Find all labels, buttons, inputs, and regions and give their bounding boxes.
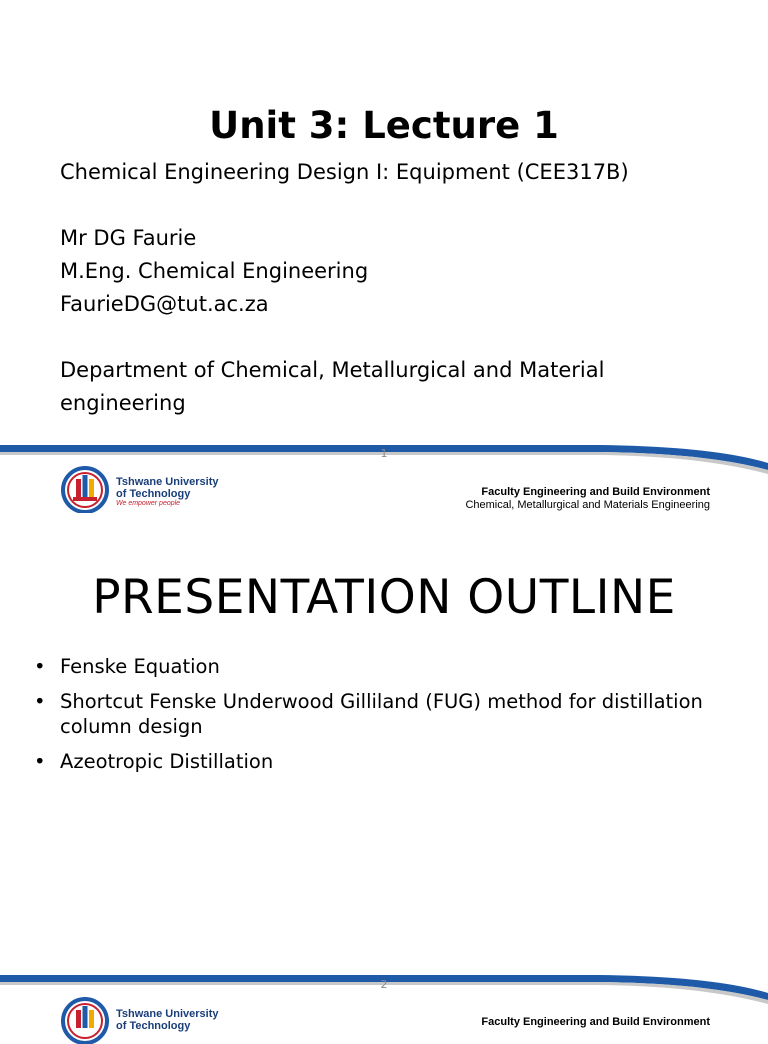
university-name [116, 476, 219, 507]
outline-title: PRESENTATION OUTLINE [92, 570, 676, 625]
university-name [116, 1008, 219, 1032]
slide-title: Unit 3: Lecture 1 [209, 104, 559, 147]
bullet-icon: • [34, 690, 46, 713]
department-line-1: Department of Chemical, Metallurgical and Material [60, 358, 605, 382]
faculty-title: Faculty Engineering and Build Environment [481, 1016, 710, 1028]
bullet-icon: • [34, 750, 46, 773]
outline-item-text: Shortcut Fenske Underwood Gilliland (FUG) method for distillation column design [60, 690, 703, 738]
page-number: 2 [380, 978, 388, 991]
outline-item [34, 749, 724, 774]
lecturer-name: Mr DG Faurie [60, 226, 197, 250]
university-name-line-2: of Technology [116, 488, 191, 500]
slide1-body [60, 156, 629, 420]
course-name: Chemical Engineering Design I: Equipment (CEE317B) [60, 160, 629, 184]
university-name-line-1: Tshwane University [116, 1008, 219, 1020]
department-line-2: engineering [60, 391, 186, 415]
faculty-subtitle: Chemical, Metallurgical and Materials Engineering [465, 499, 710, 511]
outline-item [34, 654, 724, 679]
page-number: 1 [380, 447, 388, 460]
university-name-line-1: Tshwane University [116, 476, 219, 488]
outline-item [34, 689, 724, 739]
bullet-icon: • [34, 655, 46, 678]
faculty-title: Faculty Engineering and Build Environment [481, 486, 710, 498]
university-logo-icon [60, 996, 110, 1044]
lecturer-email: FaurieDG@tut.ac.za [60, 292, 269, 316]
university-name-line-2: of Technology [116, 1020, 191, 1032]
outline-item-text: Fenske Equation [60, 655, 220, 678]
university-logo-icon [60, 465, 110, 513]
university-tagline: We empower people [116, 500, 181, 507]
lecturer-qualification: M.Eng. Chemical Engineering [60, 259, 369, 283]
outline-list [34, 654, 724, 784]
outline-item-text: Azeotropic Distillation [60, 750, 274, 773]
